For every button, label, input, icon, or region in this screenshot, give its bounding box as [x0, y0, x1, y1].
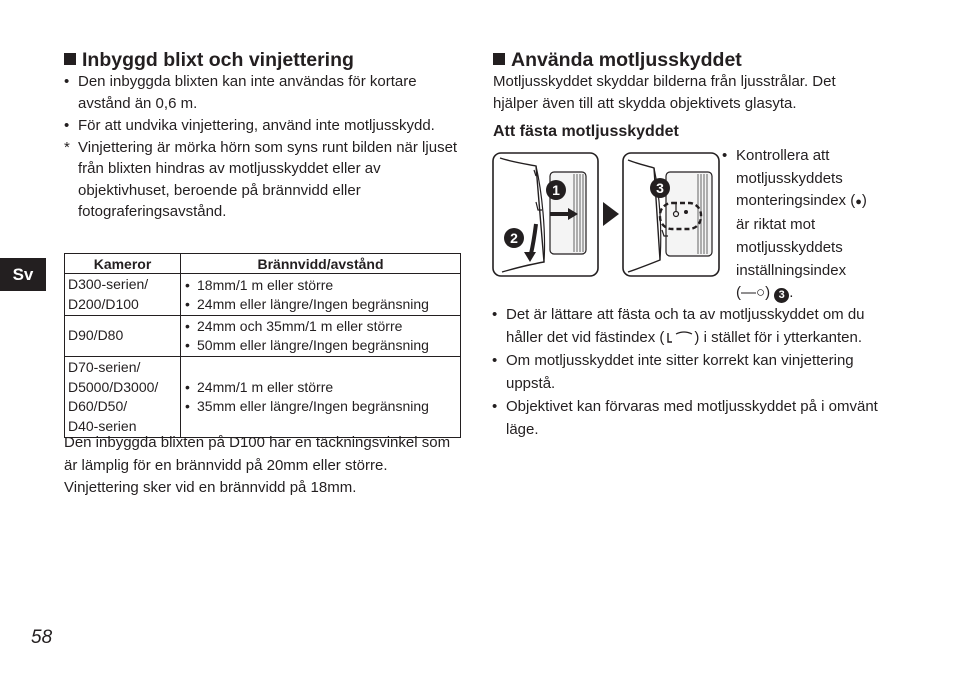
vignetting-table — [64, 253, 461, 438]
table-header-row — [65, 254, 461, 274]
step-marker-1 — [546, 180, 566, 200]
table-row — [65, 316, 461, 357]
square-bullet-icon — [64, 53, 76, 65]
flash-note: Den inbyggda blixten på D100 har en täckningsvinkel som är lämplig för en brännvidd på 20mm eller större. Vinjettering sker vid en brännvidd på 18mm. — [64, 434, 451, 496]
section-heading-flash: Inbyggd blixt och vinjettering — [64, 48, 354, 72]
svg-text:3: 3 — [656, 180, 664, 196]
focal-cell: • 24mm/1 m eller större • 35mm eller längre/Ingen begränsning — [181, 357, 461, 438]
step-marker-2 — [504, 228, 524, 248]
table-row — [65, 357, 461, 438]
camera-cell: D300-serien/ D200/D100 — [65, 274, 181, 316]
alignment-note: • Kontrollera att motljusskyddets monteringsindex (●) är riktat mot motljusskyddets inställningsindex (—○) 3 . — [722, 147, 867, 302]
language-tab: Sv — [0, 258, 46, 291]
table-row — [65, 274, 461, 316]
hood-bullet-list — [492, 304, 892, 442]
camera-cell: D90/D80 — [65, 316, 181, 357]
page-number: 58 — [31, 627, 53, 648]
mount-dot-icon: ● — [855, 196, 862, 209]
list-item: • Den inbyggda blixten kan inte användas för kortare avstånd än 0,6 m. — [64, 73, 417, 112]
step-marker-3 — [650, 178, 670, 198]
hood-index-mark-icon — [664, 330, 694, 345]
hood-subheading: Att fästa motljusskyddet — [493, 123, 679, 140]
camera-cell: D70-serien/ D5000/D3000/ D60/D50/ D40-serien — [65, 357, 181, 438]
svg-text:2: 2 — [510, 230, 518, 246]
svg-text:1: 1 — [552, 182, 560, 198]
section-heading-hood: Använda motljusskyddet — [493, 48, 742, 72]
lens-hood-illustration — [492, 152, 722, 278]
list-item: • Det är lättare att fästa och ta av motljusskyddet om du håller det vid fästindex ( ) i stället för i ytterkanten. — [492, 306, 865, 346]
square-bullet-icon — [493, 53, 505, 65]
focal-cell: • 18mm/1 m eller större • 24mm eller längre/Ingen begränsning — [181, 274, 461, 316]
list-item: • För att undvika vinjettering, använd inte motljusskydd. — [64, 116, 435, 134]
column-header: Kameror — [65, 254, 181, 274]
list-item: * Vinjettering är mörka hörn som syns runt bilden när ljuset från blixten hindras av motljusskyddet eller av objektivhuset, beroende på brännvidd eller fotograferingsavstånd. — [64, 138, 458, 220]
list-item: • Objektivet kan förvaras med motljusskyddet på i omvänt läge. — [492, 398, 878, 438]
hood-intro: Motljusskyddet skyddar bilderna från ljusstrålar. Det hjälper även till att skydda objektivets glasyta. — [493, 73, 836, 112]
flash-bullet-list — [64, 71, 460, 223]
setting-index-icon: —○ — [741, 284, 766, 302]
focal-cell: • 24mm och 35mm/1 m eller större • 50mm eller längre/Ingen begränsning — [181, 316, 461, 357]
list-item: • Om motljusskyddet inte sitter korrekt kan vinjettering uppstå. — [492, 352, 854, 392]
step-ref-badge: 3 — [774, 288, 789, 303]
next-step-arrow-icon — [603, 202, 619, 226]
column-header: Brännvidd/avstånd — [181, 254, 461, 274]
